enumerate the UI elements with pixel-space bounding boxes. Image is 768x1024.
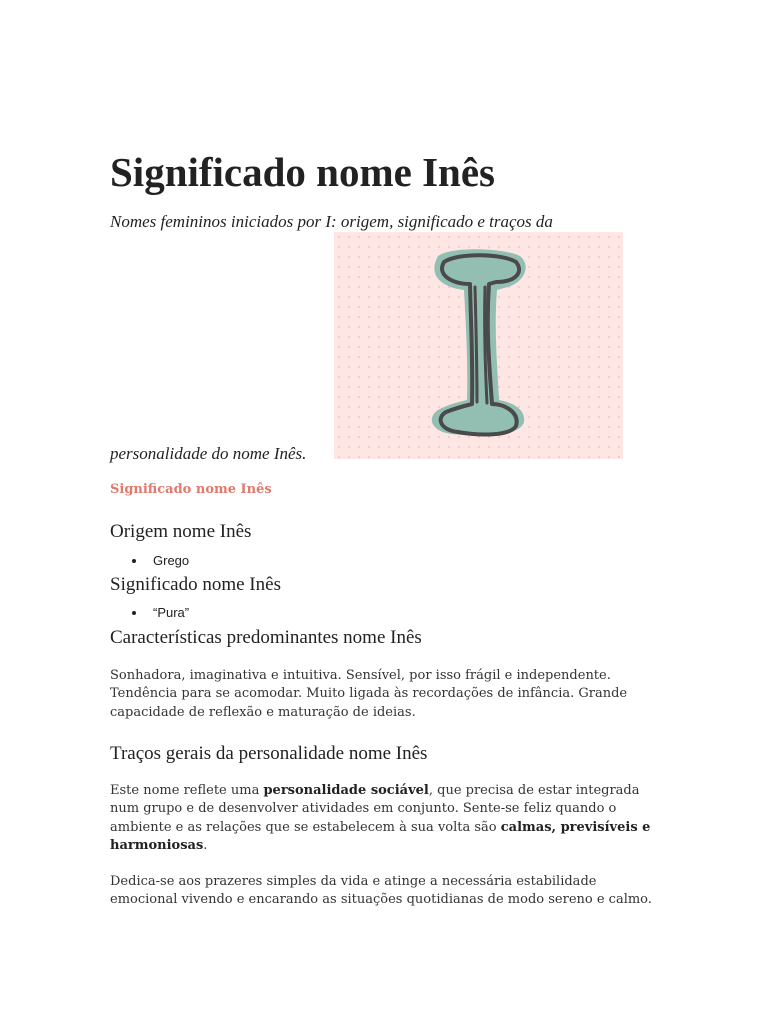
subtitle-line-1: Nomes femininos iniciados por I: origem, significado e traços da <box>110 212 553 231</box>
origem-value: Grego <box>153 553 190 568</box>
article-link-heading[interactable]: Significado nome Inês <box>110 482 272 497</box>
significado-heading: Significado nome Inês <box>110 574 281 595</box>
bullet-icon <box>132 559 136 563</box>
bold-text: personalidade sociável <box>263 783 429 798</box>
letter-i-illustration <box>334 232 623 459</box>
bullet-icon <box>132 611 136 615</box>
caracteristicas-heading: Características predominantes nome Inês <box>110 627 422 648</box>
list-item <box>132 604 189 622</box>
caracteristicas-paragraph: Sonhadora, imaginativa e intuitiva. Sensível, por isso frágil e independente. Tendência para se acomodar. Muito ligada às recordações de infância. Grande capacidade de reflexão e maturação de ideias. <box>110 668 628 720</box>
subtitle-line-2: personalidade do nome Inês. <box>110 444 307 463</box>
letter-i-icon <box>334 232 623 459</box>
tracos-heading: Traços gerais da personalidade nome Inês <box>110 743 428 764</box>
text-run: . <box>203 837 208 853</box>
list-item <box>132 552 189 570</box>
significado-value: “Pura” <box>153 605 190 620</box>
text-run: Este nome reflete uma <box>110 783 264 798</box>
origem-heading: Origem nome Inês <box>110 521 252 542</box>
page-title: Significado nome Inês <box>110 149 495 195</box>
tracos-paragraph-2: Dedica-se aos prazeres simples da vida e atinge a necessária estabilidade emocional vivendo e encarando as situações quotidianas de modo sereno e calmo. <box>110 874 652 908</box>
bold-text: calmas, previsíveis e harmoniosas <box>110 819 651 853</box>
tracos-paragraph-1 <box>110 782 655 855</box>
text-run: , que precisa de estar integrada num grupo e de desenvolver atividades em conjunto. Sente-se feliz quando o ambiente e as relações que se estabelecem à sua volta são <box>110 783 640 835</box>
